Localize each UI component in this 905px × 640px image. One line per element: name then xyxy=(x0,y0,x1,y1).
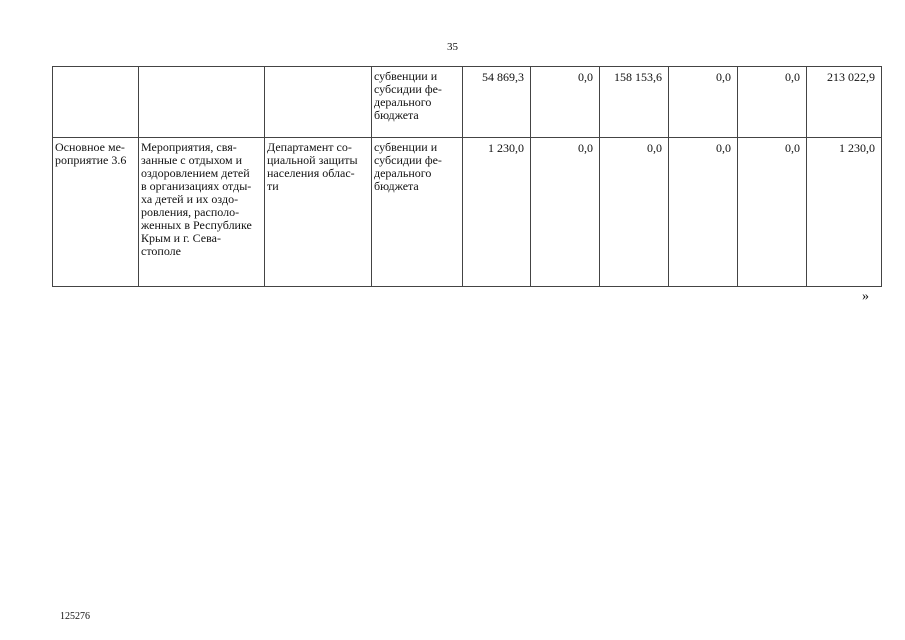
value-cell: 1 230,0 xyxy=(463,138,531,287)
value-cell: 0,0 xyxy=(738,138,807,287)
footer-document-code: 125276 xyxy=(60,611,90,622)
measure-name-cell xyxy=(139,67,265,138)
closing-quote: » xyxy=(862,289,869,304)
executor-cell: Департамент со- циальной защиты населения облас- ти xyxy=(265,138,372,287)
table-row xyxy=(53,138,882,287)
executor-cell xyxy=(265,67,372,138)
value-cell: 0,0 xyxy=(669,67,738,138)
value-cell: 0,0 xyxy=(669,138,738,287)
value-cell: 158 153,6 xyxy=(600,67,669,138)
funding-source-cell: субвенции и субсидии фе- дерального бюджета xyxy=(372,67,463,138)
total-value-cell: 1 230,0 xyxy=(807,138,882,287)
value-cell: 0,0 xyxy=(531,67,600,138)
value-cell: 0,0 xyxy=(531,138,600,287)
value-cell: 0,0 xyxy=(600,138,669,287)
measure-code-cell xyxy=(53,67,139,138)
funding-source-cell: субвенции и субсидии фе- дерального бюджета xyxy=(372,138,463,287)
table-row xyxy=(53,67,882,138)
measure-name-cell: Мероприятия, свя- занные с отдыхом и оздоровлением детей в организациях отды- ха детей и их оздо- ровления, располо- женных в Республике Крым и г. Сева- стополе xyxy=(139,138,265,287)
total-value-cell: 213 022,9 xyxy=(807,67,882,138)
page-number: 35 xyxy=(447,41,458,53)
budget-table xyxy=(52,66,882,287)
measure-code-cell: Основное ме- роприятие 3.6 xyxy=(53,138,139,287)
value-cell: 0,0 xyxy=(738,67,807,138)
value-cell: 54 869,3 xyxy=(463,67,531,138)
